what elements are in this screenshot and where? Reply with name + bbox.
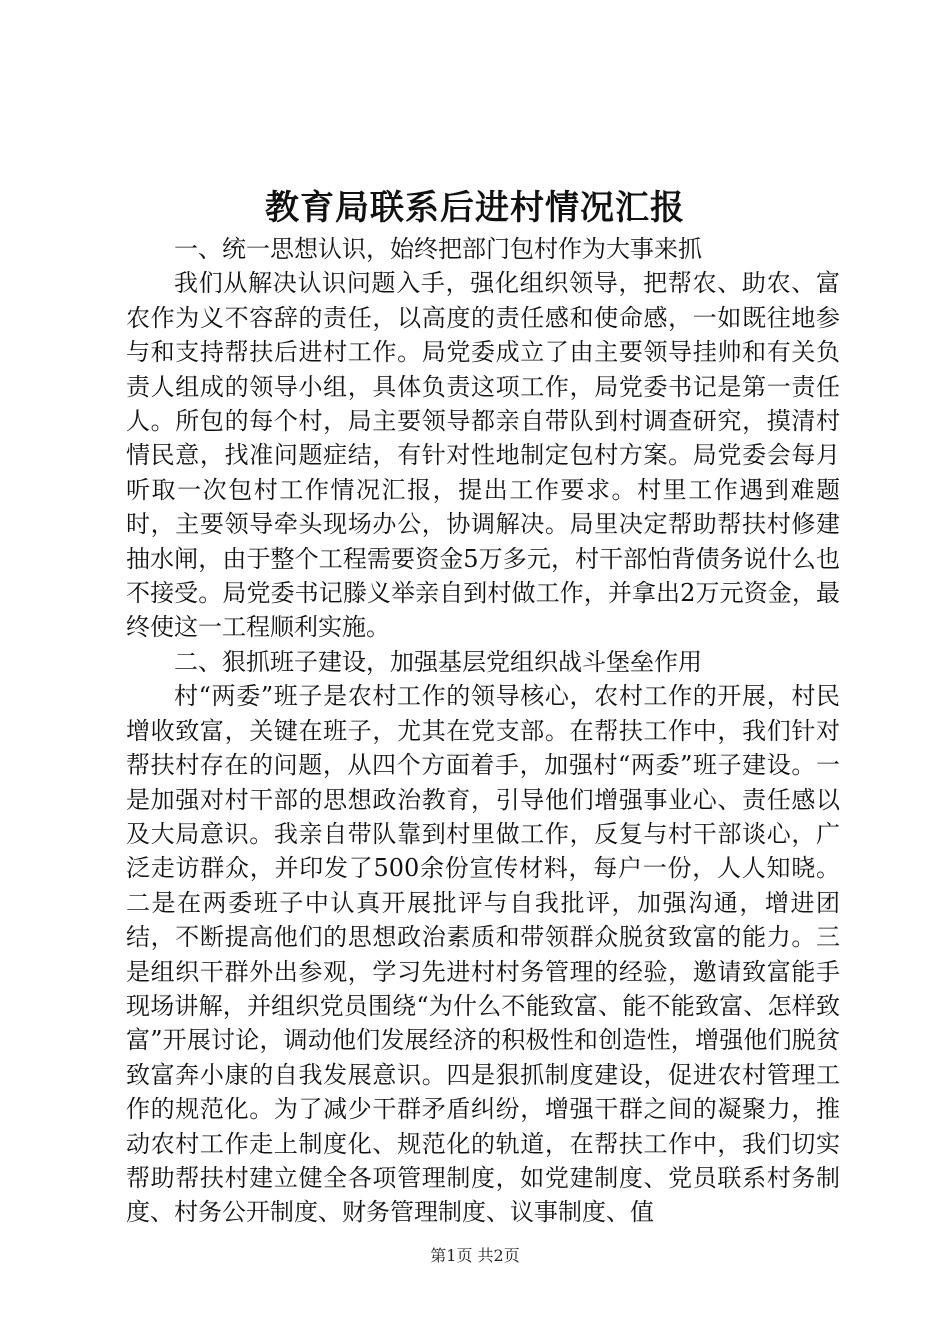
paragraph-2: 村“两委”班子是农村工作的领导核心，农村工作的开展，村民增收致富，关键在班子，尤其在党支部。在帮扶工作中，我们针对帮扶村存在的问题，从四个方面着手，加强村“两委”班子建设。一是加强对村干部的思想政治教育，引导他们增强事业心、责任感以及大局意识。我亲自带队靠到村里做工作，反复与村干部谈心，广泛走访群众，并印发了500余份宣传材料，每户一份，人人知晓。二是在两委班子中认真开展批评与自我批评，加强沟通，增进团结，不断提高他们的思想政治素质和带领群众脱贫致富的能力。三是组织干群外出参观，学习先进村村务管理的经验，邀请致富能手现场讲解，并组织党员围绕“为什么不能致富、能不能致富、怎样致富”开展讨论，调动他们发展经济的积极性和创造性，增强他们脱贫致富奔小康的自我发展意识。四是狠抓制度建设，促进农村管理工作的规范化。为了减少干群矛盾纠纷，增强干群之间的凝聚力，推动农村工作走上制度化、规范化的轨道，在帮扶工作中，我们切实帮助帮扶村建立健全各项管理制度，如党建制度、党员联系村务制度、村务公开制度、财务管理制度、议事制度、值 xyxy=(126,682,840,1227)
section-heading-1: 一、统一思想认识，始终把部门包村作为大事来抓 xyxy=(174,235,702,263)
paragraph-1: 我们从解决认识问题入手，强化组织领导，把帮农、助农、富农作为义不容辞的责任，以高度的责任感和使命感，一如既往地参与和支持帮扶后进村工作。局党委成立了由主要领导挂帅和有关负责人组成的领导小组，具体负责这项工作，局党委书记是第一责任人。所包的每个村，局主要领导都亲自带队到村调查研究，摸清村情民意，找准问题症结，有针对性地制定包村方案。局党委会每月听取一次包村工作情况汇报，提出工作要求。村里工作遇到难题时，主要领导牵头现场办公，协调解决。局里决定帮助帮扶村修建抽水闸，由于整个工程需要资金5万多元，村干部怕背债务说什么也不接受。局党委书记滕义举亲自到村做工作，并拿出2万元资金，最终使这一工程顺利实施。 xyxy=(126,269,840,642)
page-number-footer: 第1页 共2页 xyxy=(430,1246,520,1265)
section-heading-2: 二、狠抓班子建设，加强基层党组织战斗堡垒作用 xyxy=(174,647,702,676)
document-title: 教育局联系后进村情况汇报 xyxy=(265,188,685,228)
document-body xyxy=(126,232,840,1230)
